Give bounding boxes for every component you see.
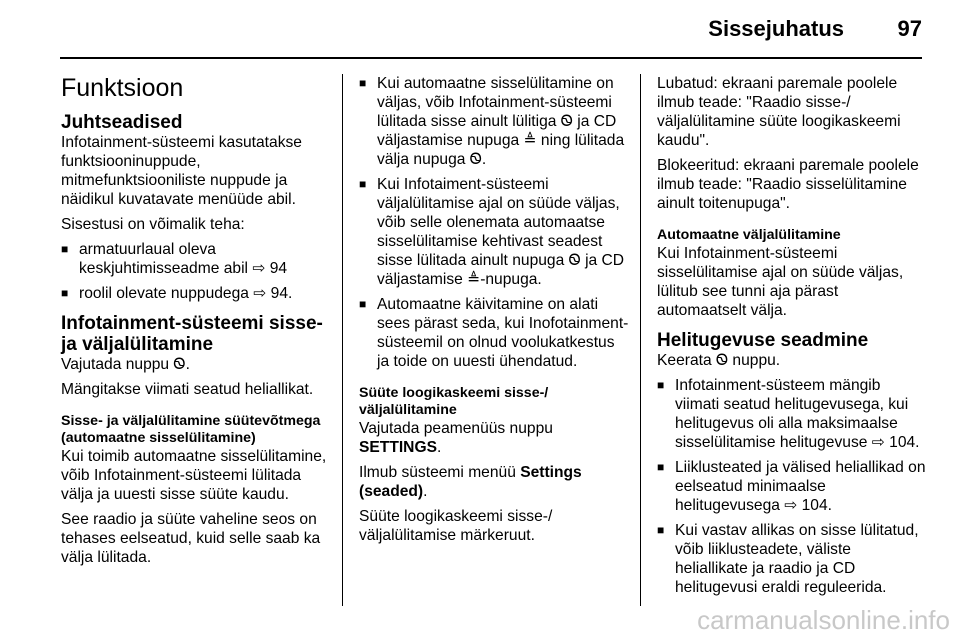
paragraph: Mängitakse viimati seatud heliallikat. [61, 381, 314, 398]
paragraph [359, 419, 629, 457]
section-title: Funktsioon [61, 74, 184, 102]
list-item: ■ Infotainment-süsteem mängib viimati seatud helitugevusega, kui helitugevus oli alla maksimaalse sisselülitamise helitugevuse ⇨ 104. [657, 376, 927, 452]
subsection-title-ignition-logic: Süüte loogikaskeemi sisse-/ väljalülitamine [359, 385, 549, 418]
text: . [436, 439, 442, 456]
paragraph [359, 463, 629, 501]
list-item: ■ Liiklusteated ja välised heliallikad on eelseatud minimaalse helitugevusega ⇨ 104. [657, 458, 927, 515]
page-header-title: Sissejuhatus [708, 16, 844, 41]
paragraph: Keerata Ꮻ nuppu. [657, 352, 781, 369]
column-1 [61, 74, 329, 573]
settings-menu-label: Settings (seaded) [359, 464, 582, 500]
paragraph: See raadio ja süüte vaheline seos on tehases eelseatud, kuid selle saab ka välja lülitada. [61, 511, 321, 566]
paragraph: Kui toimib automaatne sisselülitamine, võib Infotainment-süsteemi lülitada välja ja uuesti sisse süüte kaudu. [61, 448, 327, 503]
text: Vajutada peamenüüs nuppu [359, 420, 553, 437]
paragraph: Vajutada nuppu Ꮻ. [61, 356, 190, 373]
subsection-title-controls: Juhtseadised [61, 112, 183, 133]
list-item: ■ Kui vastav allikas on sisse lülitatud, võib liiklusteadete, väliste heliallikate ja raadio ja CD helitugevusi eraldi reguleerida. [657, 521, 927, 597]
list-item: ■ roolil olevate nuppudega ⇨ 94. [61, 284, 329, 303]
page-header [0, 0, 960, 58]
list-item: ■ armatuurlaual oleva keskjuhtimisseadme abil ⇨ 94 [61, 240, 329, 278]
paragraph: Sisestusi on võimalik teha: [61, 216, 245, 233]
page-number: 97 [897, 16, 922, 41]
list-item: ■ Automaatne käivitamine on alati sees pärast seda, kui Inofotainment-süsteemil on olnud voolukatkestus ja toide on uuesti ühendatud. [359, 295, 629, 371]
paragraph: Lubatud: ekraani paremale poolele ilmub teade: "Raadio sisse-/ väljalülitamine süüte loogikaskeemi kaudu". [657, 75, 901, 149]
paragraph: Kui Infotainment-süsteemi sisselülitamise ajal on süüde väljas, lülitub see tunni aja pärast automaatselt välja. [657, 245, 904, 319]
text: . [423, 483, 428, 500]
subsection-title-volume: Helitugevuse seadmine [657, 330, 869, 351]
column-divider-2 [640, 74, 641, 606]
bullet-list [657, 376, 927, 597]
subsection-title-auto-off: Automaatne väljalülitamine [657, 227, 841, 243]
paragraph: Blokeeritud: ekraani paremale poolele ilmub teade: "Raadio sisselülitamine ainult toitenupuga". [657, 157, 919, 212]
subsection-title-power: Infotainment-süsteemi sisse- ja väljalülitamine [61, 313, 323, 355]
list-item: ■ Kui Infotaiment-süsteemi väljalülitamise ajal on süüde väljas, võib selle olenemata automaatse sisselülitamise kehtivast seadest sisse lülitada ainult nupuga Ꮻ ja CD väljastamise ≜-nupuga. [359, 175, 629, 289]
settings-label: SETTINGS [359, 439, 437, 456]
text: Ilmub süsteemi menüü [359, 464, 516, 481]
watermark: carmanualsonline.info [697, 605, 950, 635]
column-2 [359, 74, 629, 551]
bullet-list [359, 74, 629, 371]
bullet-list [61, 240, 329, 303]
list-item: ■ Kui automaatne sisselülitamine on väljas, võib Infotainment-süsteemi lülitada sisse ainult lülitiga Ꮻ ja CD väljastamise nupuga ≜ ning lülitada välja nupuga Ꮻ. [359, 74, 629, 169]
paragraph: Infotainment-süsteemi kasutatakse funktsiooninuppude, mitmefunktsiooniliste nuppude ja näidikul kuvatavate menüüde abil. [61, 134, 302, 208]
subsection-title-ignition: Sisse- ja väljalülitamine süütevõtmega (automaatne sisselülitamine) [61, 413, 321, 446]
header-divider [60, 57, 922, 59]
column-divider-1 [342, 74, 343, 606]
paragraph: Süüte loogikaskeemi sisse-/ väljalülitamise märkeruut. [359, 508, 553, 544]
column-3 [657, 74, 927, 603]
